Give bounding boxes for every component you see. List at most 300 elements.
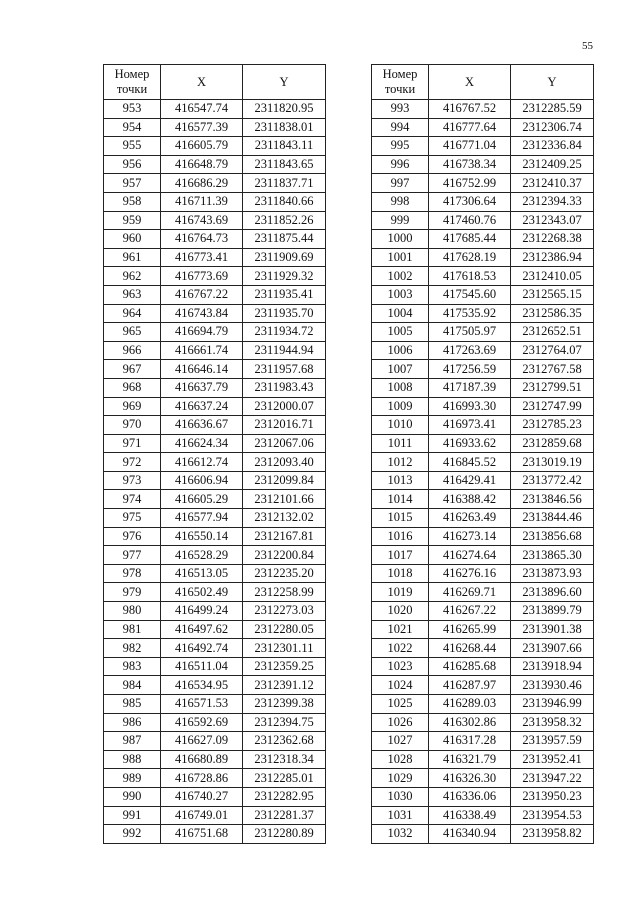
y-cell: 2313946.99: [511, 695, 594, 714]
point-number-cell: 1016: [372, 527, 429, 546]
point-number-cell: 971: [104, 434, 161, 453]
table-row: [104, 211, 326, 230]
y-cell: 2312565.15: [511, 285, 594, 304]
x-cell: 416269.71: [429, 583, 511, 602]
table-row: [104, 695, 326, 714]
y-cell: 2313856.68: [511, 527, 594, 546]
table-row: [104, 248, 326, 267]
point-number-cell: 956: [104, 155, 161, 174]
y-cell: 2312258.99: [243, 583, 326, 602]
point-number-cell: 1004: [372, 304, 429, 323]
y-cell: 2312000.07: [243, 397, 326, 416]
point-number-cell: 999: [372, 211, 429, 230]
x-cell: 417545.60: [429, 285, 511, 304]
point-number-cell: 1017: [372, 546, 429, 565]
y-cell: 2313901.38: [511, 620, 594, 639]
y-cell: 2312652.51: [511, 323, 594, 342]
table-row: [372, 434, 594, 453]
x-cell: 416268.44: [429, 639, 511, 658]
table-row: [372, 546, 594, 565]
y-cell: 2312764.07: [511, 341, 594, 360]
point-number-cell: 985: [104, 695, 161, 714]
x-cell: 417263.69: [429, 341, 511, 360]
table-row: [372, 490, 594, 509]
y-cell: 2313846.56: [511, 490, 594, 509]
x-cell: 416680.89: [161, 750, 243, 769]
y-cell: 2311935.41: [243, 285, 326, 304]
y-cell: 2311935.70: [243, 304, 326, 323]
point-number-cell: 1027: [372, 732, 429, 751]
y-cell: 2311929.32: [243, 267, 326, 286]
point-number-cell: 970: [104, 416, 161, 435]
table-row: [372, 211, 594, 230]
x-cell: 416694.79: [161, 323, 243, 342]
point-number-cell: 997: [372, 174, 429, 193]
x-cell: 416606.94: [161, 471, 243, 490]
table-row: [372, 341, 594, 360]
table-row: [372, 825, 594, 844]
point-number-cell: 957: [104, 174, 161, 193]
table-row: [104, 267, 326, 286]
point-number-cell: 1000: [372, 230, 429, 249]
point-number-cell: 960: [104, 230, 161, 249]
x-cell: 416605.79: [161, 137, 243, 156]
table-row: [372, 806, 594, 825]
y-cell: 2311875.44: [243, 230, 326, 249]
table-row: [104, 285, 326, 304]
header-point-number: Номер точки: [372, 65, 429, 100]
table-row: [372, 676, 594, 695]
point-number-cell: 1002: [372, 267, 429, 286]
y-cell: 2312282.95: [243, 787, 326, 806]
point-number-cell: 1005: [372, 323, 429, 342]
y-cell: 2313958.32: [511, 713, 594, 732]
point-number-cell: 1010: [372, 416, 429, 435]
table-row: [372, 564, 594, 583]
point-number-cell: 958: [104, 192, 161, 211]
point-number-cell: 1030: [372, 787, 429, 806]
y-cell: 2313950.23: [511, 787, 594, 806]
table-row: [104, 639, 326, 658]
x-cell: 416743.69: [161, 211, 243, 230]
point-number-cell: 987: [104, 732, 161, 751]
point-number-cell: 1012: [372, 453, 429, 472]
table-row: [372, 583, 594, 602]
point-number-cell: 975: [104, 509, 161, 528]
x-cell: 416764.73: [161, 230, 243, 249]
table-row: [104, 825, 326, 844]
y-cell: 2312268.38: [511, 230, 594, 249]
y-cell: 2312410.37: [511, 174, 594, 193]
x-cell: 416752.99: [429, 174, 511, 193]
table-row: [104, 527, 326, 546]
y-cell: 2312285.59: [511, 100, 594, 119]
point-number-cell: 1020: [372, 602, 429, 621]
table-row: [104, 471, 326, 490]
point-number-cell: 973: [104, 471, 161, 490]
point-number-cell: 1025: [372, 695, 429, 714]
x-cell: 416751.68: [161, 825, 243, 844]
point-number-cell: 1021: [372, 620, 429, 639]
table-row: [372, 602, 594, 621]
table-row: [104, 155, 326, 174]
y-cell: 2313918.94: [511, 657, 594, 676]
y-cell: 2312394.75: [243, 713, 326, 732]
x-cell: 416637.24: [161, 397, 243, 416]
table-row: [372, 769, 594, 788]
y-cell: 2311838.01: [243, 118, 326, 137]
point-number-cell: 1019: [372, 583, 429, 602]
point-number-cell: 1026: [372, 713, 429, 732]
x-cell: 417256.59: [429, 360, 511, 379]
x-cell: 416513.05: [161, 564, 243, 583]
point-number-cell: 954: [104, 118, 161, 137]
y-cell: 2312362.68: [243, 732, 326, 751]
y-cell: 2313947.22: [511, 769, 594, 788]
x-cell: 416499.24: [161, 602, 243, 621]
y-cell: 2312399.38: [243, 695, 326, 714]
point-number-cell: 1023: [372, 657, 429, 676]
table-row: [372, 527, 594, 546]
table-row: [104, 732, 326, 751]
table-row: [104, 378, 326, 397]
point-number-cell: 993: [372, 100, 429, 119]
x-cell: 416648.79: [161, 155, 243, 174]
y-cell: 2312343.07: [511, 211, 594, 230]
y-cell: 2312132.02: [243, 509, 326, 528]
point-number-cell: 983: [104, 657, 161, 676]
point-number-cell: 982: [104, 639, 161, 658]
table-row: [104, 416, 326, 435]
x-cell: 416317.28: [429, 732, 511, 751]
table-row: [372, 118, 594, 137]
x-cell: 416267.22: [429, 602, 511, 621]
y-cell: 2312799.51: [511, 378, 594, 397]
y-cell: 2313772.42: [511, 471, 594, 490]
y-cell: 2313899.79: [511, 602, 594, 621]
table-row: [104, 750, 326, 769]
x-cell: 416637.79: [161, 378, 243, 397]
y-cell: 2312391.12: [243, 676, 326, 695]
point-number-cell: 1018: [372, 564, 429, 583]
table-row: [104, 192, 326, 211]
point-number-cell: 1001: [372, 248, 429, 267]
table-row: [104, 304, 326, 323]
table-row: [372, 787, 594, 806]
x-cell: 416273.14: [429, 527, 511, 546]
point-number-cell: 1007: [372, 360, 429, 379]
table-row: [372, 155, 594, 174]
header-y: Y: [511, 65, 594, 100]
point-number-cell: 964: [104, 304, 161, 323]
table-row: [372, 248, 594, 267]
table-row: [104, 769, 326, 788]
table-row: [372, 100, 594, 119]
y-cell: 2311983.43: [243, 378, 326, 397]
y-cell: 2311820.95: [243, 100, 326, 119]
y-cell: 2313930.46: [511, 676, 594, 695]
x-cell: 416845.52: [429, 453, 511, 472]
x-cell: 416388.42: [429, 490, 511, 509]
table-row: [372, 732, 594, 751]
x-cell: 416276.16: [429, 564, 511, 583]
table-row: [372, 304, 594, 323]
table-row: [104, 118, 326, 137]
x-cell: 416773.41: [161, 248, 243, 267]
table-row: [104, 174, 326, 193]
point-number-cell: 995: [372, 137, 429, 156]
y-cell: 2312200.84: [243, 546, 326, 565]
point-number-cell: 972: [104, 453, 161, 472]
x-cell: 417306.64: [429, 192, 511, 211]
x-cell: 416550.14: [161, 527, 243, 546]
x-cell: 416502.49: [161, 583, 243, 602]
x-cell: 416338.49: [429, 806, 511, 825]
table-row: [372, 174, 594, 193]
x-cell: 416429.41: [429, 471, 511, 490]
table-row: [104, 323, 326, 342]
x-cell: 416612.74: [161, 453, 243, 472]
point-number-cell: 986: [104, 713, 161, 732]
point-number-cell: 961: [104, 248, 161, 267]
y-cell: 2312767.58: [511, 360, 594, 379]
point-number-cell: 996: [372, 155, 429, 174]
y-cell: 2313958.82: [511, 825, 594, 844]
table-row: [372, 397, 594, 416]
page-number: 55: [582, 40, 593, 52]
point-number-cell: 965: [104, 323, 161, 342]
point-number-cell: 977: [104, 546, 161, 565]
x-cell: 416336.06: [429, 787, 511, 806]
y-cell: 2312386.94: [511, 248, 594, 267]
x-cell: 416497.62: [161, 620, 243, 639]
x-cell: 417628.19: [429, 248, 511, 267]
y-cell: 2311909.69: [243, 248, 326, 267]
x-cell: 416577.94: [161, 509, 243, 528]
table-row: [104, 564, 326, 583]
point-number-cell: 992: [104, 825, 161, 844]
header-y: Y: [243, 65, 326, 100]
y-cell: 2312067.06: [243, 434, 326, 453]
point-number-cell: 1013: [372, 471, 429, 490]
x-cell: 416711.39: [161, 192, 243, 211]
table-row: [104, 397, 326, 416]
table-row: [372, 285, 594, 304]
x-cell: 416740.27: [161, 787, 243, 806]
x-cell: 416933.62: [429, 434, 511, 453]
point-number-cell: 1003: [372, 285, 429, 304]
y-cell: 2311843.11: [243, 137, 326, 156]
x-cell: 416728.86: [161, 769, 243, 788]
table-row: [104, 546, 326, 565]
y-cell: 2312235.20: [243, 564, 326, 583]
table-row: [372, 713, 594, 732]
y-cell: 2312285.01: [243, 769, 326, 788]
x-cell: 416340.94: [429, 825, 511, 844]
point-number-cell: 1024: [372, 676, 429, 695]
table-row: [104, 434, 326, 453]
point-number-cell: 968: [104, 378, 161, 397]
table-row: [372, 453, 594, 472]
point-number-cell: 1029: [372, 769, 429, 788]
x-cell: 417685.44: [429, 230, 511, 249]
y-cell: 2312394.33: [511, 192, 594, 211]
point-number-cell: 1015: [372, 509, 429, 528]
point-number-cell: 974: [104, 490, 161, 509]
y-cell: 2312747.99: [511, 397, 594, 416]
y-cell: 2312410.05: [511, 267, 594, 286]
y-cell: 2312099.84: [243, 471, 326, 490]
point-number-cell: 1022: [372, 639, 429, 658]
y-cell: 2313957.59: [511, 732, 594, 751]
point-number-cell: 994: [372, 118, 429, 137]
point-number-cell: 1028: [372, 750, 429, 769]
point-number-cell: 953: [104, 100, 161, 119]
y-cell: 2312336.84: [511, 137, 594, 156]
point-number-cell: 959: [104, 211, 161, 230]
y-cell: 2312359.25: [243, 657, 326, 676]
point-number-cell: 1009: [372, 397, 429, 416]
x-cell: 416636.67: [161, 416, 243, 435]
point-number-cell: 969: [104, 397, 161, 416]
y-cell: 2313865.30: [511, 546, 594, 565]
header-x: X: [429, 65, 511, 100]
table-row: [372, 750, 594, 769]
table-row: [372, 509, 594, 528]
y-cell: 2312273.03: [243, 602, 326, 621]
point-number-cell: 1008: [372, 378, 429, 397]
table-row: [104, 341, 326, 360]
table-header-row: [372, 65, 594, 100]
point-number-cell: 998: [372, 192, 429, 211]
x-cell: 416289.03: [429, 695, 511, 714]
coordinates-table-left: [103, 64, 326, 844]
x-cell: 416661.74: [161, 341, 243, 360]
point-number-cell: 967: [104, 360, 161, 379]
point-number-cell: 1032: [372, 825, 429, 844]
x-cell: 416577.39: [161, 118, 243, 137]
x-cell: 416627.09: [161, 732, 243, 751]
table-row: [372, 192, 594, 211]
table-row: [372, 230, 594, 249]
y-cell: 2312101.66: [243, 490, 326, 509]
table-row: [104, 657, 326, 676]
table-row: [104, 360, 326, 379]
table-row: [104, 490, 326, 509]
x-cell: 416547.74: [161, 100, 243, 119]
y-cell: 2313896.60: [511, 583, 594, 602]
y-cell: 2311852.26: [243, 211, 326, 230]
point-number-cell: 990: [104, 787, 161, 806]
table-row: [104, 806, 326, 825]
x-cell: 416749.01: [161, 806, 243, 825]
point-number-cell: 976: [104, 527, 161, 546]
x-cell: 416492.74: [161, 639, 243, 658]
x-cell: 417460.76: [429, 211, 511, 230]
y-cell: 2312859.68: [511, 434, 594, 453]
point-number-cell: 978: [104, 564, 161, 583]
y-cell: 2312093.40: [243, 453, 326, 472]
header-point-number: Номер точки: [104, 65, 161, 100]
y-cell: 2311843.65: [243, 155, 326, 174]
y-cell: 2311934.72: [243, 323, 326, 342]
y-cell: 2312409.25: [511, 155, 594, 174]
y-cell: 2312280.05: [243, 620, 326, 639]
table-row: [104, 676, 326, 695]
table-row: [104, 787, 326, 806]
x-cell: 417187.39: [429, 378, 511, 397]
x-cell: 416767.22: [161, 285, 243, 304]
point-number-cell: 966: [104, 341, 161, 360]
y-cell: 2313954.53: [511, 806, 594, 825]
x-cell: 416285.68: [429, 657, 511, 676]
point-number-cell: 1031: [372, 806, 429, 825]
table-row: [104, 583, 326, 602]
table-row: [372, 323, 594, 342]
point-number-cell: 988: [104, 750, 161, 769]
y-cell: 2312306.74: [511, 118, 594, 137]
header-x: X: [161, 65, 243, 100]
table-row: [104, 137, 326, 156]
x-cell: 416773.69: [161, 267, 243, 286]
table-row: [104, 230, 326, 249]
x-cell: 416302.86: [429, 713, 511, 732]
x-cell: 416771.04: [429, 137, 511, 156]
y-cell: 2313019.19: [511, 453, 594, 472]
x-cell: 416624.34: [161, 434, 243, 453]
y-cell: 2312301.11: [243, 639, 326, 658]
point-number-cell: 984: [104, 676, 161, 695]
table-row: [372, 378, 594, 397]
point-number-cell: 962: [104, 267, 161, 286]
table-row: [104, 713, 326, 732]
y-cell: 2312167.81: [243, 527, 326, 546]
coordinates-table-right: [371, 64, 594, 844]
table-row: [372, 137, 594, 156]
table-header-row: [104, 65, 326, 100]
x-cell: 416686.29: [161, 174, 243, 193]
table-row: [372, 639, 594, 658]
x-cell: 416605.29: [161, 490, 243, 509]
table-row: [372, 657, 594, 676]
y-cell: 2312785.23: [511, 416, 594, 435]
x-cell: 416263.49: [429, 509, 511, 528]
y-cell: 2311840.66: [243, 192, 326, 211]
point-number-cell: 1006: [372, 341, 429, 360]
x-cell: 416973.41: [429, 416, 511, 435]
table-row: [104, 602, 326, 621]
point-number-cell: 980: [104, 602, 161, 621]
point-number-cell: 989: [104, 769, 161, 788]
table-row: [372, 416, 594, 435]
y-cell: 2313907.66: [511, 639, 594, 658]
x-cell: 416777.64: [429, 118, 511, 137]
y-cell: 2312281.37: [243, 806, 326, 825]
table-row: [104, 100, 326, 119]
x-cell: 416528.29: [161, 546, 243, 565]
x-cell: 416274.64: [429, 546, 511, 565]
y-cell: 2311957.68: [243, 360, 326, 379]
x-cell: 417505.97: [429, 323, 511, 342]
x-cell: 416993.30: [429, 397, 511, 416]
point-number-cell: 1011: [372, 434, 429, 453]
table-row: [372, 267, 594, 286]
point-number-cell: 955: [104, 137, 161, 156]
table-row: [372, 695, 594, 714]
table-row: [372, 360, 594, 379]
y-cell: 2313873.93: [511, 564, 594, 583]
x-cell: 416534.95: [161, 676, 243, 695]
